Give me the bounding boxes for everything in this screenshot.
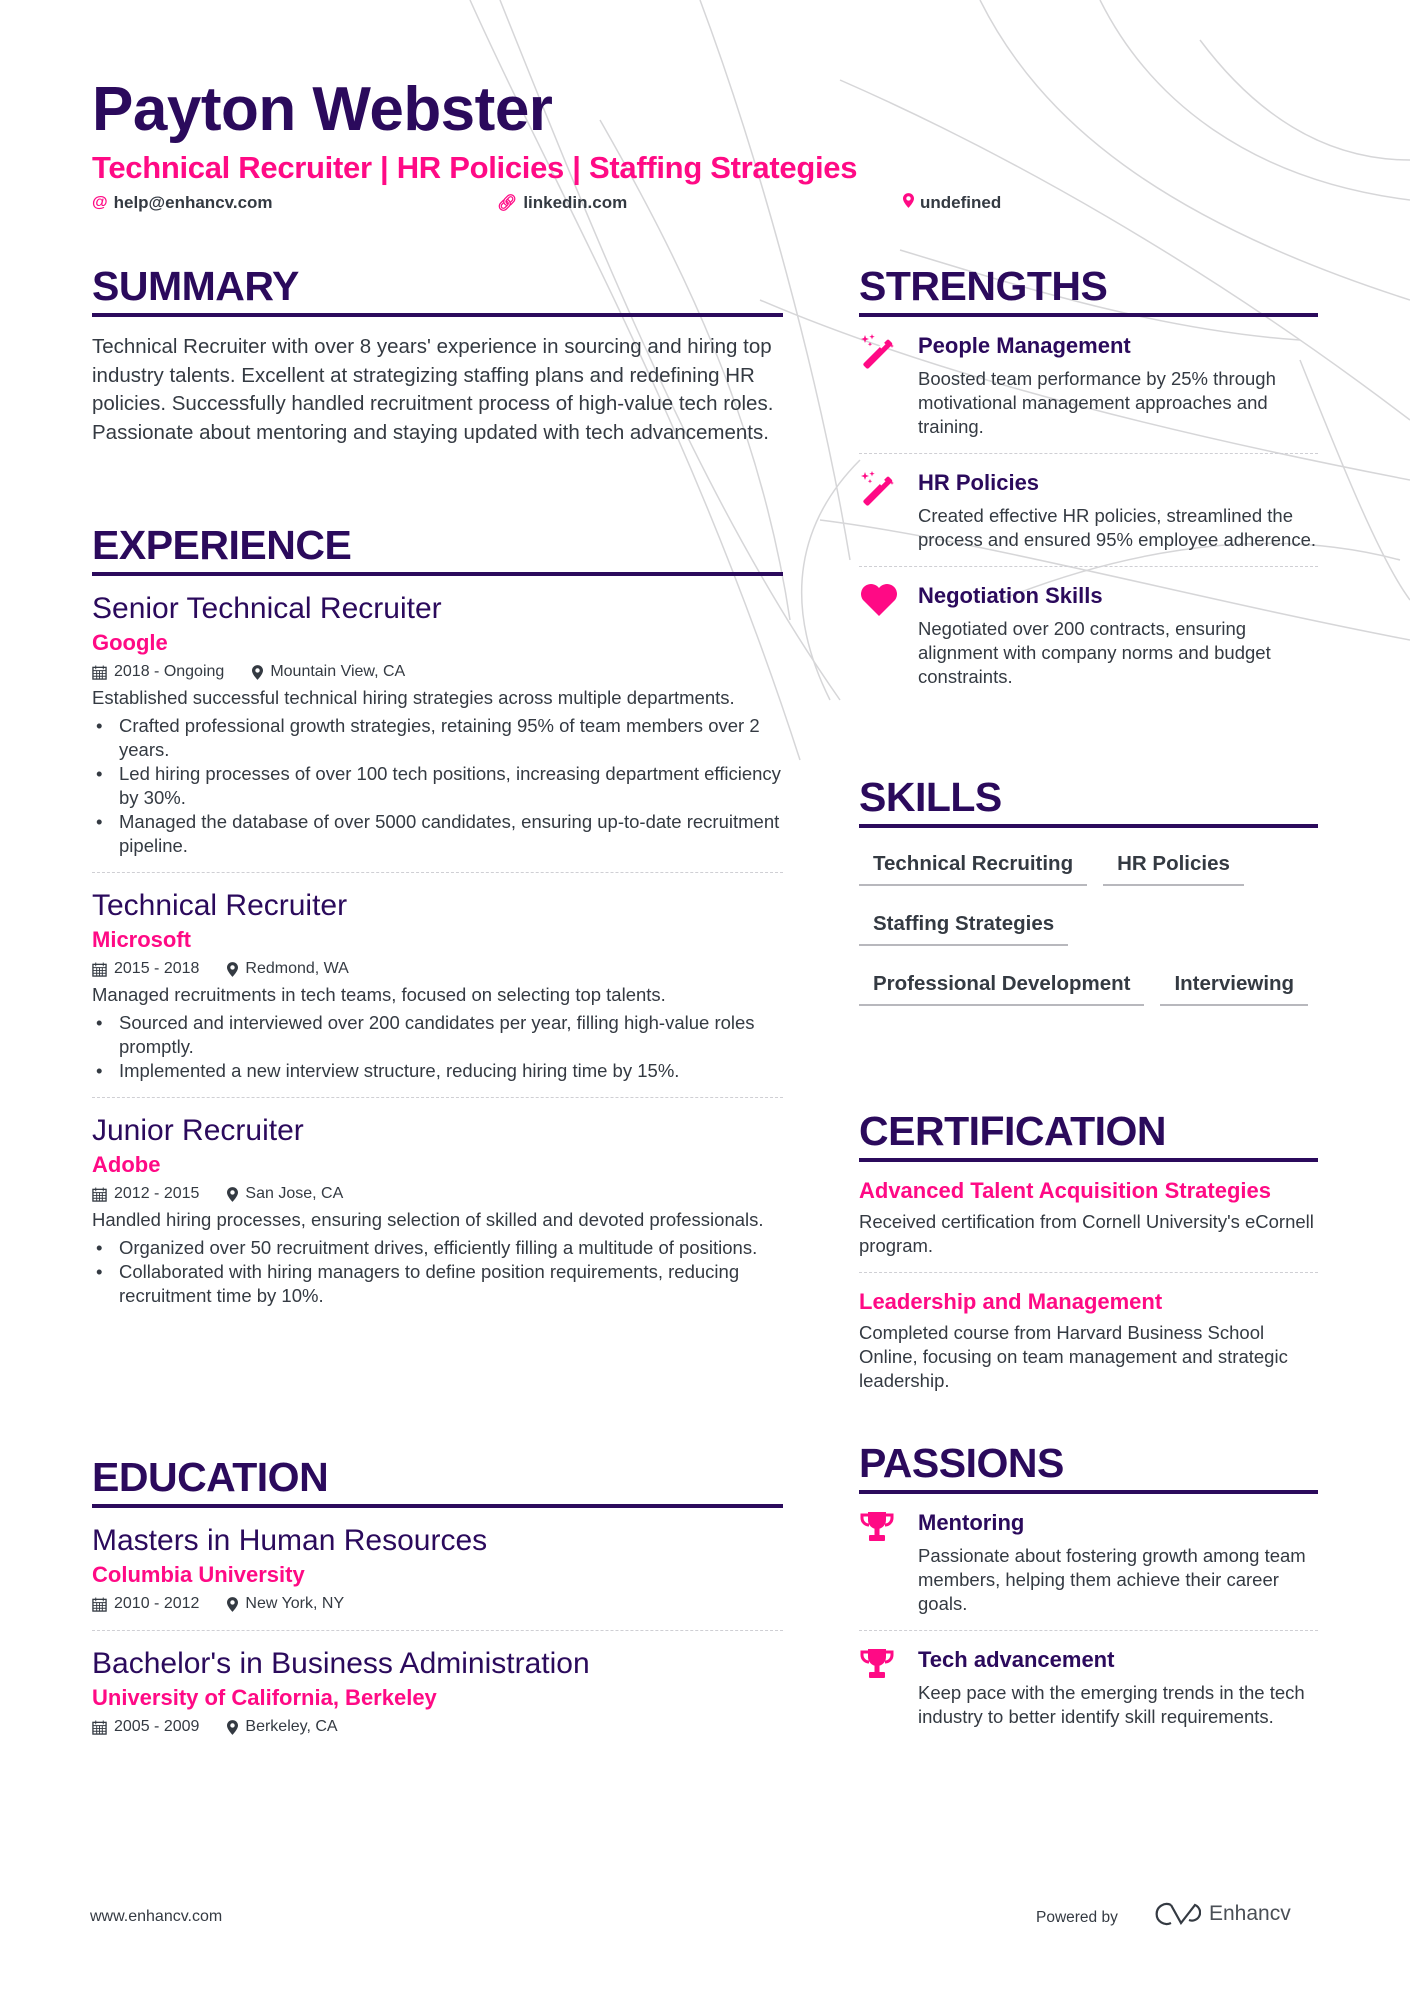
section-title: EDUCATION [92,1454,329,1500]
location-pin-icon [903,193,914,213]
certification-section [859,1106,1318,1393]
entry-divider [859,1630,1318,1631]
section-title: EXPERIENCE [92,522,352,568]
company-name: Google [92,630,168,655]
passions-item [859,1508,1318,1616]
divider [859,1490,1318,1494]
strengths-description: Negotiated over 200 contracts, ensuring alignment with company norms and budget constraints. [918,618,1271,687]
linkedin-text: linkedin.com [523,193,628,212]
date-text: 2005 - 2009 [114,1718,200,1735]
strengths-item [859,581,1318,689]
achievement-item: • Crafted professional growth strategies, retaining 95% of team members over 2 years. [92,714,783,762]
entry-meta [92,1592,783,1616]
entry-meta [92,660,783,684]
job-description: Handled hiring processes, ensuring selection of skilled and devoted professionals. [92,1209,764,1230]
brand-name: Enhancv [1209,1902,1291,1925]
achievement-item: • Sourced and interviewed over 200 candidates per year, filling high-value roles promptly. [92,1011,783,1059]
location-pin-icon [227,962,238,977]
achievement-item: • Led hiring processes of over 100 tech positions, increasing department efficiency by 30%. [92,762,783,810]
experience-entry [92,872,783,1083]
calendar-icon [92,1720,107,1735]
magic-wand-icon [859,331,918,439]
achievement-list [92,1236,783,1308]
date-range [92,1182,199,1206]
divider [92,313,783,317]
achievement-list [92,714,783,858]
school-name: University of California, Berkeley [92,1685,437,1710]
summary-text: Technical Recruiter with over 8 years' experience in sourcing and hiring top industry talents. Excellent at strategizing staffing plans and redefining HR policies. Successfully handled recruitment process of high-value tech roles. Passionate about mentoring and staying updated with tech advancements. [92,335,774,444]
contact-email[interactable] [92,193,273,213]
date-range [92,1715,199,1739]
entry-divider [859,566,1318,567]
date-text: 2015 - 2018 [114,960,200,977]
achievement-item: • Collaborated with hiring managers to define position requirements, reducing recruitment time by 10%. [92,1260,783,1308]
entry-divider [92,1630,783,1631]
date-range [92,957,199,981]
achievement-item: • Implemented a new interview structure, reducing hiring time by 15%. [92,1059,783,1083]
strengths-description: Created effective HR policies, streamlined the process and ensured 95% employee adherence. [918,505,1317,550]
location-text: San Jose, CA [245,1185,344,1202]
achievement-list [92,1011,783,1083]
summary-section [92,261,783,447]
section-title: SKILLS [859,774,1002,820]
location-pin-icon [252,665,263,680]
footer-website[interactable]: www.enhancv.com [90,1908,223,1925]
date-range [92,660,224,684]
skill-tag: Technical Recruiting [859,842,1087,886]
passions-title: Tech advancement [918,1647,1115,1672]
education-section [92,1452,783,1741]
job-title: Senior Technical Recruiter [92,592,442,625]
strengths-item [859,468,1318,552]
certification-title: Advanced Talent Acquisition Strategies [859,1178,1271,1203]
date-text: 2012 - 2015 [114,1185,200,1202]
job-title: Technical Recruiter [92,889,348,922]
skills-section [859,772,1318,1022]
job-description: Managed recruitments in tech teams, focused on selecting top talents. [92,984,666,1005]
magic-wand-icon [859,468,918,552]
location-text: New York, NY [245,1595,345,1612]
contact-linkedin[interactable] [497,193,627,213]
entry-divider [92,1097,783,1098]
passions-content [918,1508,1318,1616]
education-entry [92,1522,783,1616]
achievement-item: • Organized over 50 recruitment drives, efficiently filling a multitude of positions. [92,1236,783,1260]
passions-description: Passionate about fostering growth among team members, helping them achieve their career goals. [918,1545,1306,1614]
entry-divider [859,1272,1318,1273]
email-text: help@enhancv.com [113,193,273,212]
certification-description: Completed course from Harvard Business School Online, focusing on team management and strategic leadership. [859,1322,1288,1391]
strengths-title: HR Policies [918,470,1040,495]
section-title: PASSIONS [859,1440,1064,1486]
job-description: Established successful technical hiring strategies across multiple departments. [92,687,735,708]
entry-meta [92,1715,783,1739]
section-title: CERTIFICATION [859,1108,1167,1154]
experience-section [92,520,783,1308]
location-pin-icon [227,1597,238,1612]
entry-location [227,1715,337,1739]
location-text: Berkeley, CA [245,1718,338,1735]
enhancv-logo-icon [1155,1900,1201,1928]
skill-tag: HR Policies [1103,842,1244,886]
entry-divider [859,453,1318,454]
strengths-title: People Management [918,333,1131,358]
passions-content [918,1645,1318,1729]
enhancv-logo [1155,1900,1291,1928]
at-icon: @ [92,194,108,211]
achievement-item: • Managed the database of over 5000 candidates, ensuring up-to-date recruitment pipeline. [92,810,783,858]
job-title: Junior Recruiter [92,1114,304,1147]
divider [92,1504,783,1508]
entry-meta [92,1182,783,1206]
entry-meta [92,957,783,981]
strengths-content [918,468,1318,552]
strengths-title: Negotiation Skills [918,583,1103,608]
entry-location [227,1182,343,1206]
contact-location [903,193,1001,213]
strengths-section [859,261,1318,689]
experience-entry [92,1097,783,1308]
skill-tag: Interviewing [1160,962,1308,1006]
divider [92,572,783,576]
date-range [92,1592,199,1616]
date-text: 2018 - Ongoing [114,663,225,680]
calendar-icon [92,1597,107,1612]
company-name: Microsoft [92,927,191,952]
degree-title: Bachelor's in Business Administration [92,1647,590,1680]
section-title: SUMMARY [92,263,299,309]
heart-icon [859,581,918,689]
company-name: Adobe [92,1152,161,1177]
location-text: undefined [920,193,1002,212]
divider [859,1158,1318,1162]
strengths-description: Boosted team performance by 25% through motivational management approaches and training. [918,368,1276,437]
entry-location [227,957,348,981]
calendar-icon [92,962,107,977]
location-pin-icon [227,1720,238,1735]
strengths-item [859,331,1318,439]
school-name: Columbia University [92,1562,305,1587]
date-text: 2010 - 2012 [114,1595,200,1612]
experience-entry [92,590,783,858]
skill-tag: Staffing Strategies [859,902,1068,946]
calendar-icon [92,1187,107,1202]
certification-description: Received certification from Cornell University's eCornell program. [859,1211,1314,1256]
divider [859,824,1318,828]
location-pin-icon [227,1187,238,1202]
location-text: Redmond, WA [245,960,349,977]
calendar-icon [92,665,107,680]
link-icon: 🔗︎ [497,195,518,212]
entry-location [227,1592,344,1616]
entry-location [252,660,405,684]
trophy-icon [859,1645,918,1729]
passions-section [859,1438,1318,1729]
passions-title: Mentoring [918,1510,1025,1535]
candidate-name: Payton Webster [92,75,553,144]
headline: Technical Recruiter | HR Policies | Staffing Strategies [92,150,858,185]
divider [859,313,1318,317]
entry-divider [92,872,783,873]
education-entry [92,1630,783,1739]
strengths-content [918,581,1318,689]
degree-title: Masters in Human Resources [92,1524,488,1557]
section-title: STRENGTHS [859,263,1108,309]
certification-title: Leadership and Management [859,1289,1163,1314]
passions-item [859,1645,1318,1729]
location-text: Mountain View, CA [270,663,406,680]
passions-description: Keep pace with the emerging trends in the tech industry to better identify skill requirements. [918,1682,1305,1727]
trophy-icon [859,1508,918,1616]
powered-by-label: Powered by [1036,1909,1118,1926]
strengths-content [918,331,1318,439]
skill-tag: Professional Development [859,962,1144,1006]
